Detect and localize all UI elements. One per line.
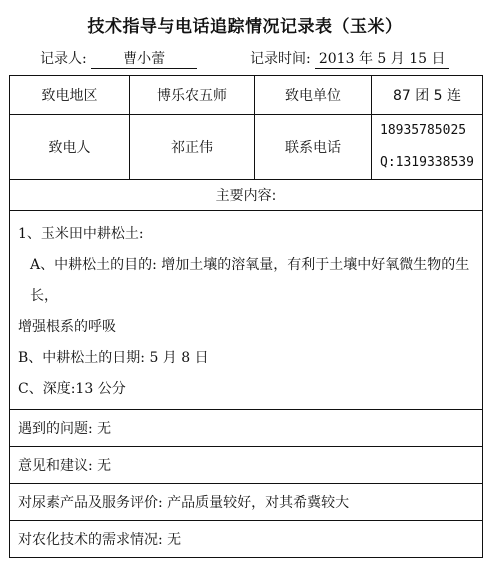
caller-value: 祁正伟 bbox=[130, 115, 255, 180]
table-row bbox=[10, 180, 483, 211]
content-line: 1、玉米田中耕松土: bbox=[18, 226, 144, 242]
caller-label: 致电人 bbox=[10, 115, 130, 180]
main-content-header: 主要内容: bbox=[10, 180, 483, 211]
phone-number: 18935785025 bbox=[380, 123, 467, 138]
unit-value: 87 团 5 连 bbox=[372, 76, 483, 115]
table-row bbox=[10, 76, 483, 115]
page-title: 技术指导与电话追踪情况记录表（玉米） bbox=[87, 17, 403, 37]
content-line: A、中耕松土的目的: 增加土壤的溶氧量，有利于土壤中好氧微生物的生长， bbox=[30, 257, 470, 304]
phone-label: 联系电话 bbox=[255, 115, 372, 180]
content-line: B、中耕松土的日期: 5 月 8 日 bbox=[18, 350, 209, 366]
content-line: 增强根系的呼吸 bbox=[18, 319, 116, 335]
evaluation-cell: 对尿素产品及服务评价: 产品质量较好，对其希冀较大 bbox=[10, 484, 483, 521]
qq-number: Q:1319338539 bbox=[380, 155, 474, 170]
phone-values bbox=[372, 115, 483, 180]
record-time-value: 2013 年 5 月 15 日 bbox=[315, 48, 449, 69]
table-row bbox=[10, 447, 483, 484]
recorder-value: 曹小蕾 bbox=[91, 48, 197, 69]
main-content-body bbox=[10, 211, 483, 410]
problems-cell: 遇到的问题: 无 bbox=[10, 410, 483, 447]
recorder-field bbox=[40, 48, 197, 69]
table-row bbox=[10, 115, 483, 180]
record-time-label: 记录时间: bbox=[250, 51, 311, 67]
record-time-field bbox=[250, 48, 449, 69]
tech-needs-cell: 对农化技术的需求情况: 无 bbox=[10, 521, 483, 558]
table-row bbox=[10, 410, 483, 447]
record-table bbox=[9, 75, 483, 558]
area-label: 致电地区 bbox=[10, 76, 130, 115]
unit-label: 致电单位 bbox=[255, 76, 372, 115]
suggestions-cell: 意见和建议: 无 bbox=[10, 447, 483, 484]
table-row bbox=[10, 521, 483, 558]
area-value: 博乐农五师 bbox=[130, 76, 255, 115]
table-row bbox=[10, 484, 483, 521]
recorder-label: 记录人: bbox=[40, 51, 87, 67]
table-row bbox=[10, 211, 483, 410]
content-line: C、深度:13 公分 bbox=[18, 381, 126, 397]
